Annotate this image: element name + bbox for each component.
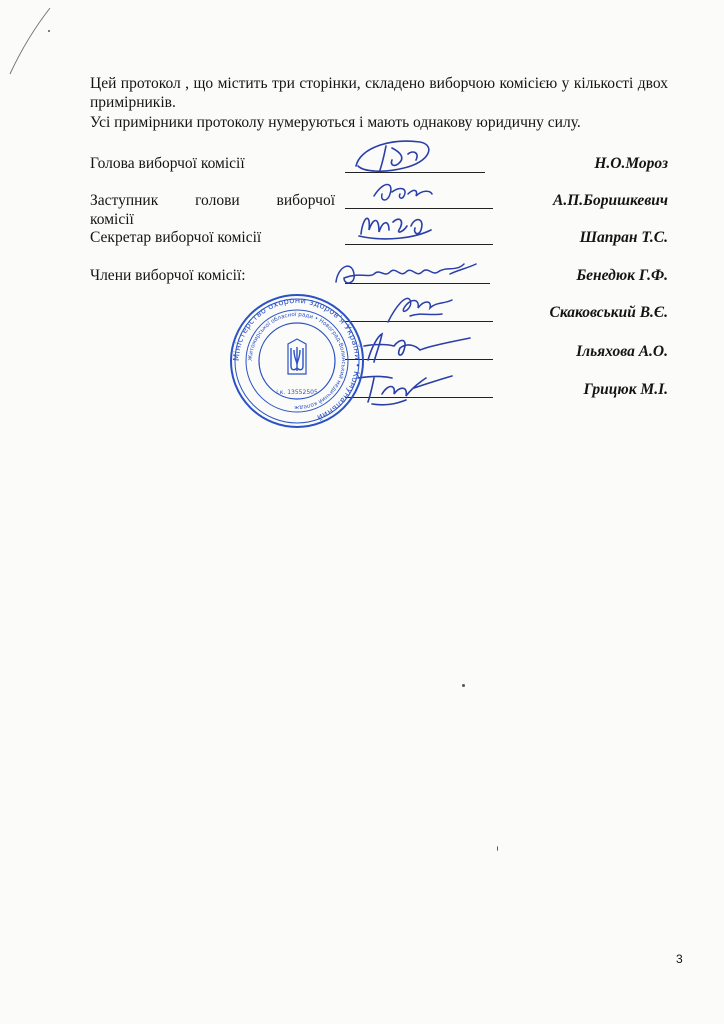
signatory-name: А.П.Боришкевич [553,192,668,209]
handwritten-signature-member-3 [360,328,480,368]
scan-speck [497,846,498,851]
closing-paragraph: Цей протокол , що містить три сторінки, складено виборчою комісією у кількості двох примірників. [90,75,668,111]
handwritten-signature-chairman [350,136,440,180]
role-label: Заступник голови виборчої [90,192,335,209]
scan-mark [6,6,52,76]
stamp-outer-text: Міністерство охорони здоров'я України • Комунальний [230,294,364,424]
page-number: 3 [676,952,683,966]
handwritten-signature-deputy [370,176,440,208]
signature-line [345,244,493,245]
signature-row-member-2 [90,303,668,325]
signatory-name: Бенедюк Г.Ф. [576,267,668,284]
stamp-code: і.к. 13552505 [276,389,318,396]
legal-force-paragraph: Усі примірники протоколу нумеруються і мають однакову юридичну силу. [90,114,581,131]
stamp-inner-text: Житомирської обласної ради • Новоград-Волинський медичний коледж [247,311,347,411]
handwritten-signature-member-4 [352,368,462,408]
signatory-name: Шапран Т.С. [579,229,668,246]
role-label: Члени виборчої комісії: [90,267,246,284]
signatory-name: Н.О.Мороз [594,155,668,172]
tryzub-icon [288,339,306,374]
role-label: Секретар виборчої комісії [90,229,262,246]
handwritten-signature-secretary [355,206,435,244]
scan-speck [462,684,465,687]
role-label-continuation: комісії [90,211,134,228]
role-label: Голова виборчої комісії [90,155,245,172]
signatory-name: Грицюк М.І. [583,381,668,398]
signatory-name: Скаковський В.Є. [549,304,668,321]
handwritten-signature-member-2 [380,286,460,330]
official-round-stamp [228,292,366,430]
signatory-name: Ільяхова А.О. [576,343,668,360]
